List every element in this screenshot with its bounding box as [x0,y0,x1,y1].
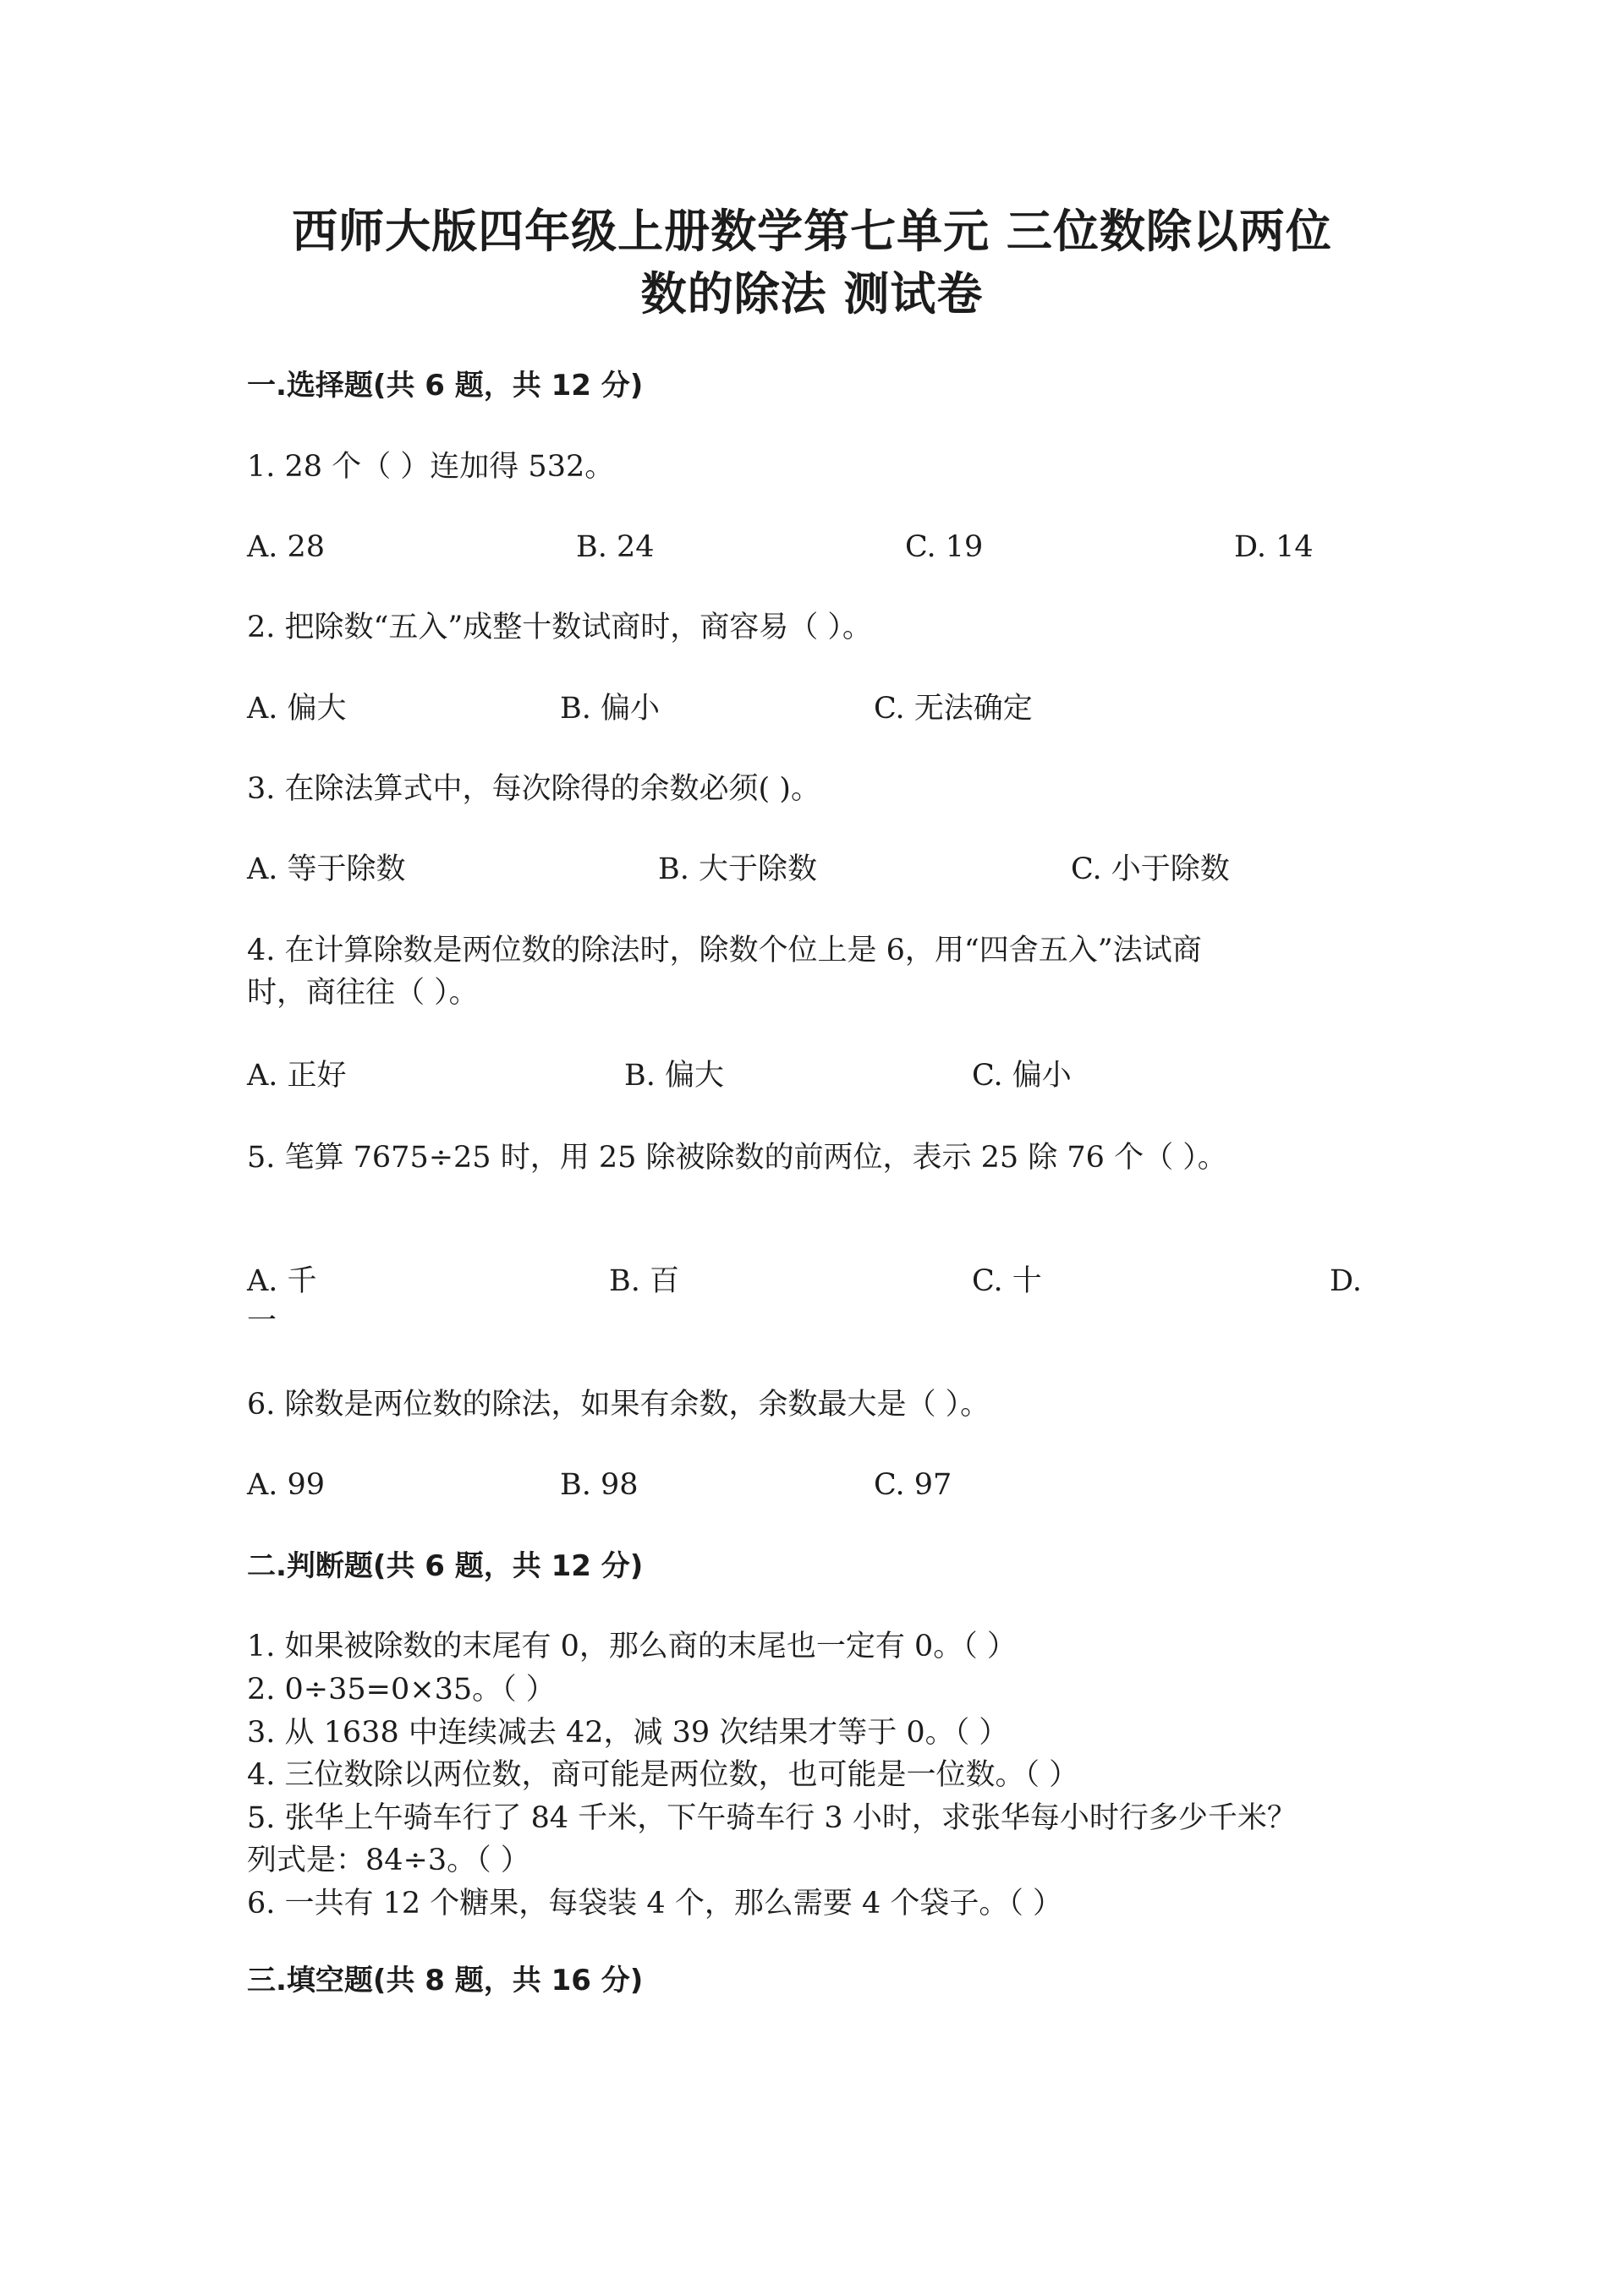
question-5-option-a: A. 千 [247,1264,317,1298]
question-6-option-c: C. 97 [874,1468,952,1502]
judgement-item-2: 2. 0÷35=0×35。（ ） [247,1673,556,1707]
question-5: 5. 笔算 7675÷25 时，用 25 除被除数的前两位，表示 25 除 76 个（ ）。 [247,1141,1227,1175]
question-3: 3. 在除法算式中，每次除得的余数必须( )。 [247,772,820,806]
judgement-item-1: 1. 如果被除数的末尾有 0，那么商的末尾也一定有 0。（ ） [247,1630,1017,1663]
question-5-option-d-text: 一 [247,1304,277,1338]
section-heading-fill-in: 三.填空题(共 8 题，共 16 分) [247,1964,644,1997]
judgement-item-3: 3. 从 1638 中连续减去 42，减 39 次结果才等于 0。（ ） [247,1716,1009,1750]
section-heading-judgement: 二.判断题(共 6 题，共 12 分) [247,1549,644,1583]
judgement-item-6: 6. 一共有 12 个糖果，每袋装 4 个，那么需要 4 个袋子。（ ） [247,1887,1062,1921]
question-6: 6. 除数是两位数的除法，如果有余数，余数最大是（ ）。 [247,1388,990,1422]
question-6-option-b: B. 98 [560,1468,639,1502]
question-4-line-1: 4. 在计算除数是两位数的除法时，除数个位上是 6，用“四舍五入”法试商 [247,934,1202,967]
question-2: 2. 把除数“五入”成整十数试商时，商容易（ ）。 [247,611,872,644]
judgement-item-5-line-1: 5. 张华上午骑车行了 84 千米，下午骑车行 3 小时，求张华每小时行多少千米？ [247,1801,1297,1835]
question-6-option-a: A. 99 [247,1468,326,1502]
question-1: 1. 28 个（ ）连加得 532。 [247,450,615,484]
question-4-option-c: C. 偏小 [972,1059,1072,1093]
question-1-option-a: A. 28 [247,530,326,564]
judgement-item-4: 4. 三位数除以两位数，商可能是两位数，也可能是一位数。（ ） [247,1758,1079,1792]
question-3-option-c: C. 小于除数 [1071,852,1230,886]
question-1-option-c: C. 19 [905,530,984,564]
question-4-line-2: 时，商往往（ ）。 [247,976,479,1010]
page-title-line-1: 西师大版四年级上册数学第七单元 三位数除以两位 [292,205,1332,258]
section-heading-choice: 一.选择题(共 6 题，共 12 分) [247,369,644,403]
question-4-option-b: B. 偏大 [624,1059,724,1093]
question-1-option-b: B. 24 [576,530,655,564]
question-2-option-c: C. 无法确定 [874,692,1033,726]
question-2-option-b: B. 偏小 [560,692,660,726]
question-4-option-a: A. 正好 [247,1059,347,1093]
question-3-option-a: A. 等于除数 [247,852,406,886]
question-1-option-d: D. 14 [1234,530,1314,564]
question-5-option-b: B. 百 [609,1264,679,1298]
question-5-option-c: C. 十 [972,1264,1042,1298]
question-5-option-d: D. [1330,1264,1362,1298]
judgement-item-5-line-2: 列式是：84÷3。（ ） [247,1844,530,1877]
question-3-option-b: B. 大于除数 [658,852,817,886]
page-title-line-2: 数的除法 测试卷 [640,267,984,321]
question-2-option-a: A. 偏大 [247,692,347,726]
